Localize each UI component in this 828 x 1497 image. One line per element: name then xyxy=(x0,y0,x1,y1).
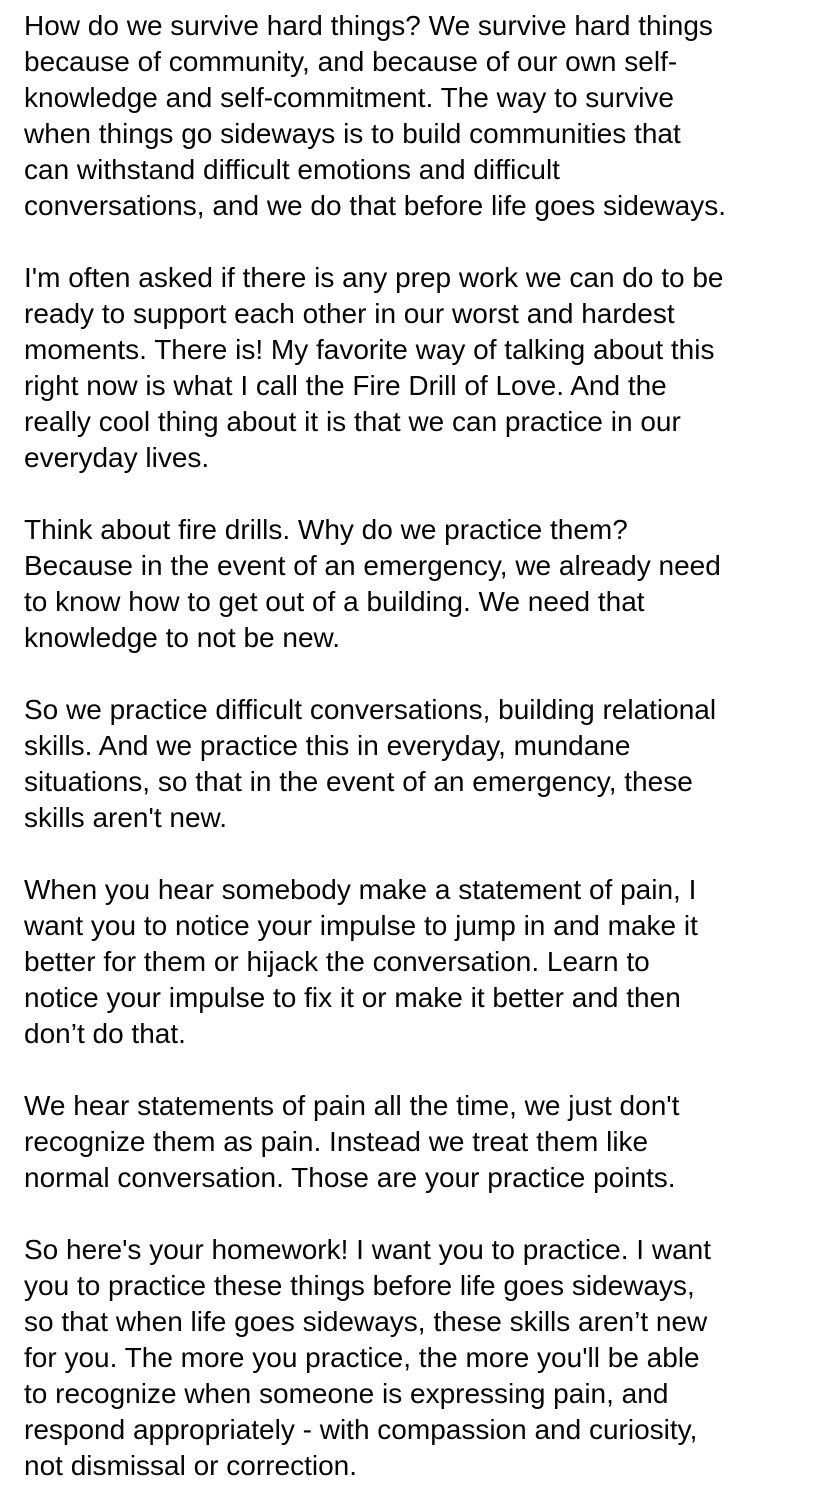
text-line: When you hear somebody make a statement of pain, I xyxy=(24,874,697,905)
post-paragraph xyxy=(24,692,814,836)
text-line: because of community, and because of our own self- xyxy=(24,46,678,77)
post-paragraph xyxy=(24,1088,814,1196)
text-line: ready to support each other in our worst and hardest xyxy=(24,298,675,329)
text-line: everyday lives. xyxy=(24,442,210,473)
text-line: We hear statements of pain all the time, we just don't xyxy=(24,1090,680,1121)
text-line: situations, so that in the event of an emergency, these xyxy=(24,766,693,797)
text-line: not dismissal or correction. xyxy=(24,1450,358,1481)
text-line: respond appropriately - with compassion and curiosity, xyxy=(24,1414,698,1445)
text-line: So here's your homework! I want you to practice. I want xyxy=(24,1234,711,1265)
text-line: you to practice these things before life goes sideways, xyxy=(24,1270,695,1301)
text-line: so that when life goes sideways, these skills aren’t new xyxy=(24,1306,708,1337)
text-line: for you. The more you practice, the more you'll be able xyxy=(24,1342,700,1373)
text-line: recognize them as pain. Instead we treat them like xyxy=(24,1126,649,1157)
text-line: can withstand difficult emotions and difficult xyxy=(24,154,560,185)
text-line: normal conversation. Those are your practice points. xyxy=(24,1162,676,1193)
text-line: knowledge and self-commitment. The way to survive xyxy=(24,82,674,113)
text-line: don’t do that. xyxy=(24,1018,186,1049)
post-paragraph xyxy=(24,260,814,476)
text-line: So we practice difficult conversations, building relational xyxy=(24,694,717,725)
text-line: How do we survive hard things? We survive hard things xyxy=(24,10,713,41)
text-line: moments. There is! My favorite way of talking about this xyxy=(24,334,715,365)
text-line: conversations, and we do that before life goes sideways. xyxy=(24,190,726,221)
post-paragraph xyxy=(24,872,814,1052)
text-line: really cool thing about it is that we can practice in our xyxy=(24,406,681,437)
text-line: Think about fire drills. Why do we practice them? xyxy=(24,514,628,545)
text-line: notice your impulse to fix it or make it better and then xyxy=(24,982,681,1013)
text-line: skills. And we practice this in everyday, mundane xyxy=(24,730,631,761)
post-paragraph xyxy=(24,1232,814,1484)
post-paragraph xyxy=(24,8,814,224)
text-line: Because in the event of an emergency, we already need xyxy=(24,550,721,581)
text-line: right now is what I call the Fire Drill of Love. And the xyxy=(24,370,667,401)
post-body xyxy=(24,8,814,1484)
text-line: better for them or hijack the conversation. Learn to xyxy=(24,946,650,977)
text-line: to recognize when someone is expressing pain, and xyxy=(24,1378,669,1409)
text-line: to know how to get out of a building. We need that xyxy=(24,586,645,617)
text-line: when things go sideways is to build communities that xyxy=(24,118,681,149)
text-line: skills aren't new. xyxy=(24,802,227,833)
text-line: want you to notice your impulse to jump in and make it xyxy=(24,910,698,941)
post-paragraph xyxy=(24,512,814,656)
text-line: knowledge to not be new. xyxy=(24,622,341,653)
text-line: I'm often asked if there is any prep work we can do to be xyxy=(24,262,724,293)
